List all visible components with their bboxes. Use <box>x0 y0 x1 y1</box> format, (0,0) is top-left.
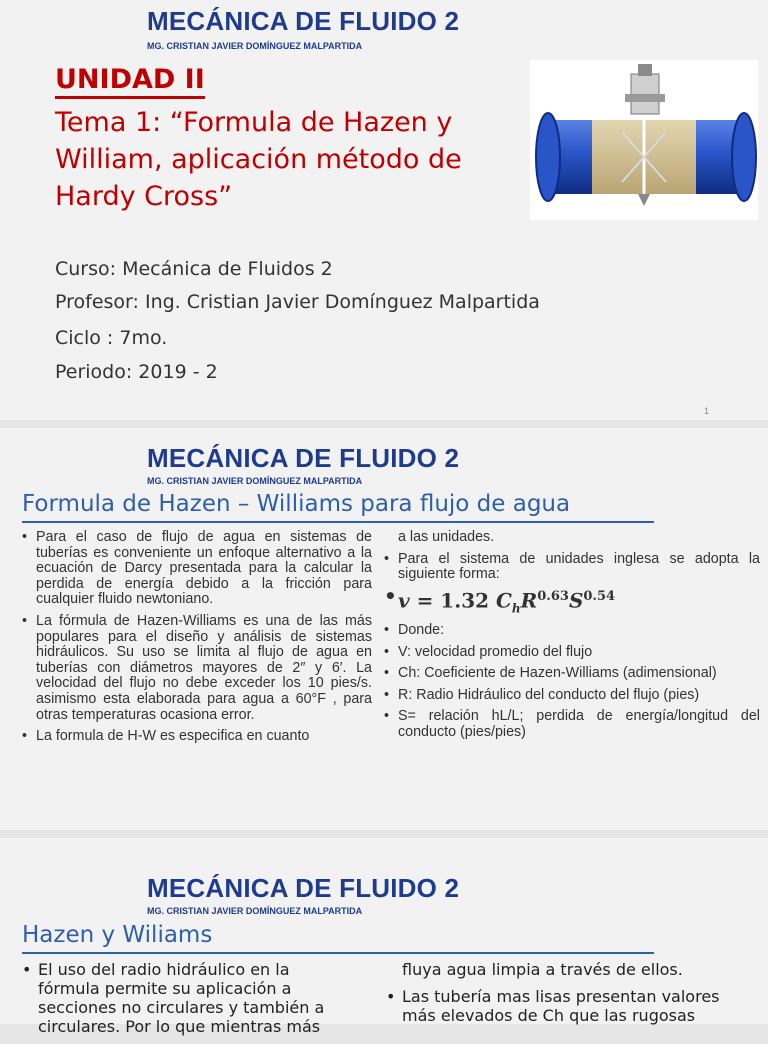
section-title: Hazen y Wiliams <box>22 922 213 948</box>
continuation-text: fluya agua limpia a través de ellos. <box>402 960 683 979</box>
topic-title: Tema 1: “Formula de Hazen y William, aplicación método de Hardy Cross” <box>55 107 462 212</box>
left-column <box>22 960 352 1044</box>
section-title: Formula de Hazen – Williams para flujo de agua <box>22 491 571 517</box>
slide-2 <box>0 428 768 830</box>
professor-line: Profesor: Ing. Cristian Javier Domínguez Malpartida <box>55 291 540 313</box>
list-item: • Para el caso de flujo de agua en sistemas de tuberías es conveniente un enfoque alternativo a la ecuación de Darcy presentada para la calcular la perdida de energía debido a la fricción para cualquier fluido newtoniano. <box>22 530 372 608</box>
list-item: • Donde: <box>384 623 760 639</box>
list-item: • El uso del radio hidráulico en la fórmula permite su aplicación a secciones no circulares y también a circulares. Por lo que mientras más <box>22 960 352 1036</box>
unit-title: UNIDAD II <box>55 64 205 99</box>
page-number: 1 <box>704 406 710 416</box>
header-subtitle: MG. CRISTIAN JAVIER DOMÍNGUEZ MALPARTIDA <box>147 476 363 486</box>
course-line: Curso: Mecánica de Fluidos 2 <box>55 258 333 280</box>
title-underline <box>22 952 654 954</box>
list-item: • S= relación hL/L; perdida de energía/longitud del conducto (pies/pies) <box>384 709 760 740</box>
header-subtitle: MG. CRISTIAN JAVIER DOMÍNGUEZ MALPARTIDA <box>147 41 363 51</box>
right-column <box>386 960 756 1033</box>
left-column <box>22 530 372 751</box>
list-item: • R: Radio Hidráulico del conducto del flujo (pies) <box>384 688 760 704</box>
slide-1 <box>0 0 768 420</box>
title-underline <box>22 521 654 523</box>
header-title: MECÁNICA DE FLUIDO 2 <box>147 443 460 473</box>
list-item: • V: velocidad promedio del flujo <box>384 645 760 661</box>
cycle-line: Ciclo : 7mo. <box>55 327 168 349</box>
header-title: MECÁNICA DE FLUIDO 2 <box>147 873 460 903</box>
right-column <box>384 530 760 747</box>
list-item: • Para el sistema de unidades inglesa se adopta la siguiente forma: <box>384 552 760 583</box>
pipe-valve-image <box>530 60 758 220</box>
header-subtitle: MG. CRISTIAN JAVIER DOMÍNGUEZ MALPARTIDA <box>147 906 363 916</box>
header-title: MECÁNICA DE FLUIDO 2 <box>147 6 460 36</box>
hazen-williams-formula: • v = 1.32 $C_hR^{0.63}S^{0.54}$ <box>384 589 760 617</box>
list-item: • Ch: Coeficiente de Hazen-Williams (adimensional) <box>384 666 760 682</box>
list-item: • Las tubería mas lisas presentan valores más elevados de Ch que las rugosas <box>386 987 756 1025</box>
period-line: Periodo: 2019 - 2 <box>55 361 218 383</box>
list-item: • La formula de H-W es especifica en cuanto <box>22 729 372 745</box>
continuation-text: a las unidades. <box>398 529 495 545</box>
slide-3 <box>0 838 768 1036</box>
list-item: • La fórmula de Hazen-Williams es una de las más populares para el diseño y análisis de sistemas hidráulicos. Su uso se limita al flujo de agua en tuberías con diámetros mayores de 2″ y 6′. La velocidad del flujo no debe exceder los 10 pies/s. asimismo esta elaborada para agua a 60°F , para otras temperaturas ocasiona error. <box>22 614 372 723</box>
